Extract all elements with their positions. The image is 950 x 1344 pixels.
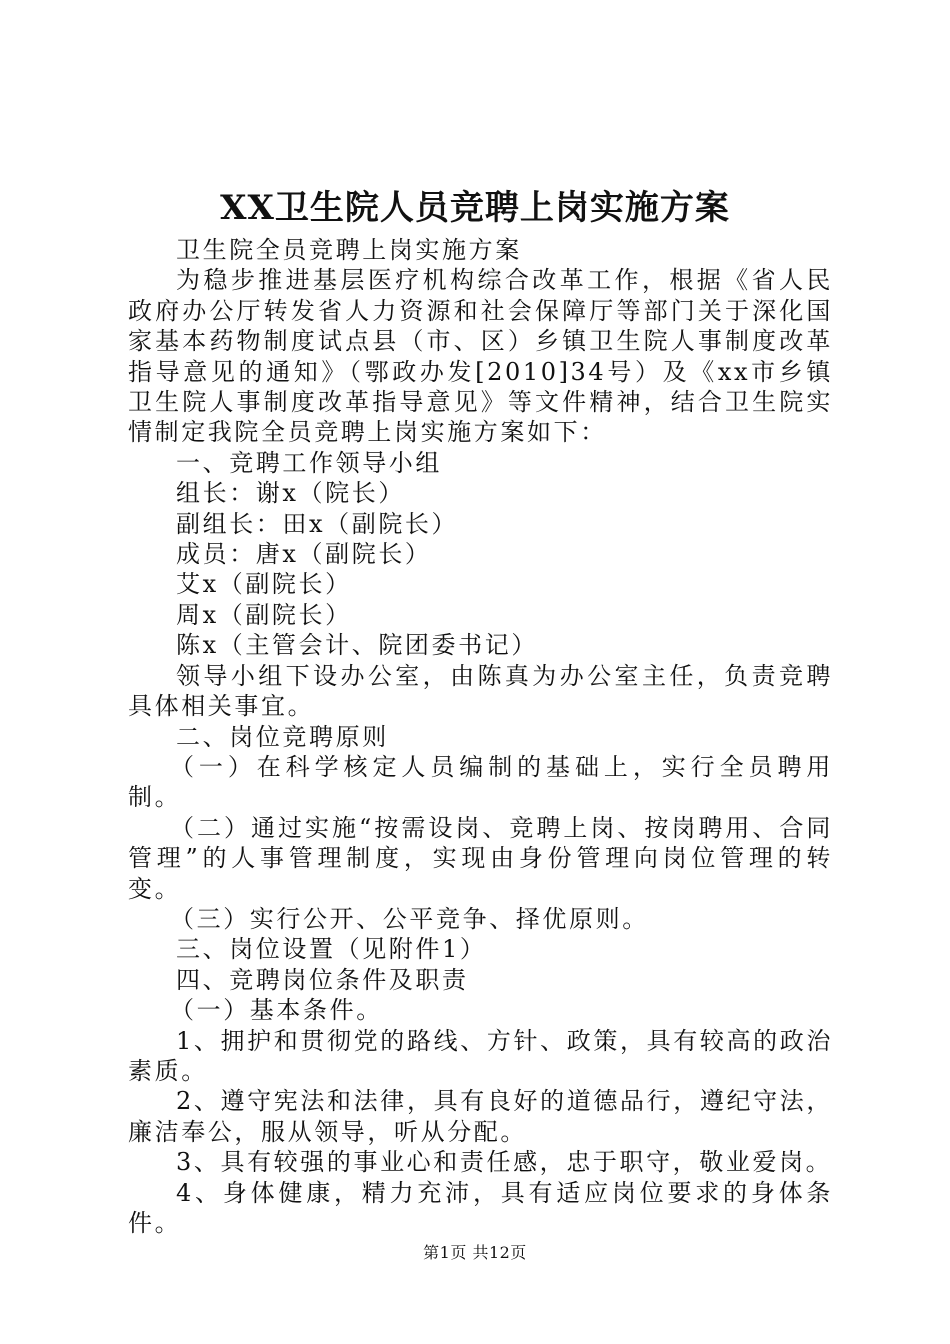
- member-line: 组长：谢x（院长）: [176, 479, 405, 508]
- member-line: 艾x（副院长）: [176, 570, 352, 599]
- principle-item: （二）通过实施“按需设岗、竞聘上岗、按岗聘用、合同管理”的人事管理制度，实现由身份管理向岗位管理的转变。: [128, 813, 833, 903]
- document-title: XX卫生院人员竞聘上岗实施方案: [220, 188, 730, 228]
- condition-item: 4、身体健康，精力充沛，具有适应岗位要求的身体条件。: [128, 1178, 833, 1237]
- condition-item: 3、具有较强的事业心和责任感，忠于职守，敬业爱岗。: [176, 1148, 833, 1177]
- subtitle-paragraph: 卫生院全员竞聘上岗实施方案: [176, 236, 522, 264]
- page-number-footer: 第1页 共12页: [423, 1243, 527, 1262]
- section-heading: 一、竞聘工作领导小组: [176, 448, 442, 477]
- member-line: 成员：唐x（副院长）: [176, 540, 432, 569]
- document-body: [128, 235, 833, 1238]
- member-line: 陈x（主管会计、院团委书记）: [176, 631, 538, 660]
- condition-item: 2、遵守宪法和法律，具有良好的道德品行，遵纪守法，廉洁奉公，服从领导，听从分配。: [128, 1087, 833, 1146]
- section-heading: 三、岗位设置（见附件1）: [176, 935, 487, 964]
- section-heading: 二、岗位竞聘原则: [176, 722, 389, 751]
- body-paragraph: 领导小组下设办公室，由陈真为办公室主任，负责竞聘具体相关事宜。: [128, 661, 833, 721]
- section-heading: 四、竞聘岗位条件及职责: [176, 965, 469, 994]
- member-line: 副组长：田x（副院长）: [176, 509, 459, 538]
- member-line: 周x（副院长）: [176, 600, 352, 629]
- intro-paragraph: 为稳步推进基层医疗机构综合改革工作，根据《省人民政府办公厅转发省人力资源和社会保障厅等部门关于深化国家基本药物制度试点县（市、区）乡镇卫生院人事制度改革指导意见的通知》（鄂政办发[2010]34号）及《xx市乡镇卫生院人事制度改革指导意见》等文件精神，结合卫生院实情制定我院全员竞聘上岗实施方案如下：: [128, 266, 833, 447]
- principle-item: （三）实行公开、公平竞争、择优原则。: [170, 904, 649, 933]
- condition-item: 1、拥护和贯彻党的路线、方针、政策，具有较高的政治素质。: [128, 1026, 833, 1085]
- subsection-heading: （一）基本条件。: [170, 996, 383, 1025]
- principle-item: （一）在科学核定人员编制的基础上，实行全员聘用制。: [128, 752, 833, 812]
